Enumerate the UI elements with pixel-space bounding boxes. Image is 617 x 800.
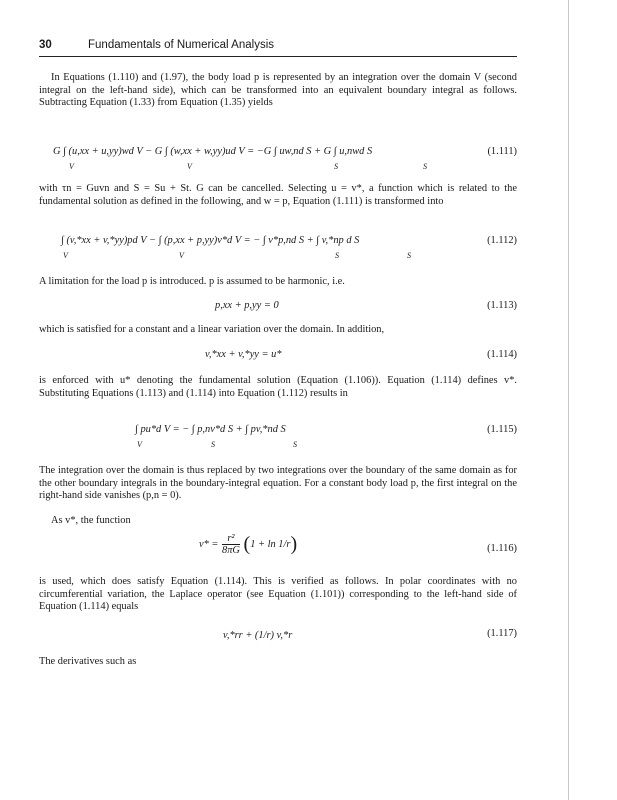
equation-number: (1.111) (487, 146, 517, 157)
equation-number: (1.113) (487, 300, 517, 311)
page-number: 30 (39, 39, 52, 51)
equation-expression: v,*xx + v,*yy = u* (205, 349, 282, 360)
equation-number: (1.114) (487, 349, 517, 360)
equation-1-113 (39, 300, 517, 314)
integral-domain: S (423, 162, 427, 171)
paragraph: A limitation for the load p is introduced. p is assumed to be harmonic, i.e. (39, 276, 345, 287)
running-header (39, 39, 517, 55)
integral-domain: S (211, 440, 215, 449)
page-edge (568, 0, 569, 800)
equation-expression: ∫ pu*d V = − ∫ p,nv*d S + ∫ pv,*nd S (135, 424, 286, 435)
equation-expression: v* = $\frac{\text{r²}}{8\pi G}$ (1 + ln 1/r) (199, 533, 298, 556)
paragraph: with τn = Guvn and S = Su + St. G can be cancelled. Selecting u = v*, a function which is related to the fundamental solution as defined in the following, and w = p, Equation (1.111) is transformed into (39, 183, 517, 207)
integral-domain: S (334, 162, 338, 171)
integral-domain: V (137, 440, 142, 449)
equation-1-111 (39, 146, 517, 170)
equation-lhs: v* = (199, 538, 219, 550)
paragraph: which is satisfied for a constant and a linear variation over the domain. In addition, (39, 324, 385, 335)
equation-expression: G ∫ (u,xx + u,yy)wd V − G ∫ (w,xx + w,yy)ud V = −G ∫ uw,nd S + G ∫ u,nwd S (53, 146, 373, 157)
equation-number: (1.117) (487, 628, 517, 639)
equation-1-116 (39, 533, 517, 567)
equation-number: (1.112) (487, 235, 517, 246)
paragraph: is enforced with u* denoting the fundamental solution (Equation (1.106)). Equation (1.114) defines v*. Substituting Equations (1.113) and (1.114) into Equation (1.112) results in (39, 375, 517, 399)
integral-domain: S (335, 251, 339, 260)
fraction-denominator: 8πG (222, 545, 240, 556)
viewer-background (568, 0, 617, 800)
paragraph: In Equations (1.110) and (1.97), the body load p is represented by an integration over the domain V (second integral on the left-hand side), which can be transformed into an equivalent boundary integral as follows. Subtracting Equation (1.33) from Equation (1.35) yields (39, 72, 517, 109)
paragraph: is used, which does satisfy Equation (1.114). This is verified as follows. In polar coordinates with no circumferential variation, the Laplace operator (see Equation (1.101)) corresponding to the left-hand side of Equation (1.114) equals (39, 576, 517, 613)
fraction (222, 533, 240, 556)
equation-1-117 (39, 628, 517, 648)
integral-domain: V (63, 251, 68, 260)
running-title: Fundamentals of Numerical Analysis (88, 39, 274, 51)
equation-1-114 (39, 349, 517, 363)
paragraph: The integration over the domain is thus replaced by two integrations over the boundary of the same domain as for the other boundary integrals in the boundary-integral equation. For a constant body load p, the first integral on the right-hand side vanishes (p,n = 0). (39, 465, 517, 502)
integral-domain: S (407, 251, 411, 260)
equation-expression: ∫ (v,*xx + v,*yy)pd V − ∫ (p,xx + p,yy)v*d V = − ∫ v*p,nd S + ∫ v,*np d S (61, 235, 360, 246)
integral-domain: V (187, 162, 192, 171)
equation-rhs: 1 + ln 1/r (250, 538, 291, 550)
equation-number: (1.115) (487, 424, 517, 435)
integral-domain: S (293, 440, 297, 449)
paragraph: As v*, the function (51, 515, 131, 526)
header-rule (39, 56, 517, 57)
equation-expression: v,*rr + (1/r) v,*r (223, 630, 293, 641)
integral-domain: V (69, 162, 74, 171)
equation-1-112 (39, 235, 517, 259)
equation-1-115 (39, 424, 517, 450)
equation-number: (1.116) (487, 543, 517, 554)
fraction-numerator: r² (222, 533, 240, 545)
paragraph: The derivatives such as (39, 656, 137, 667)
integral-domain: V (179, 251, 184, 260)
equation-expression: p,xx + p,yy = 0 (215, 300, 279, 311)
